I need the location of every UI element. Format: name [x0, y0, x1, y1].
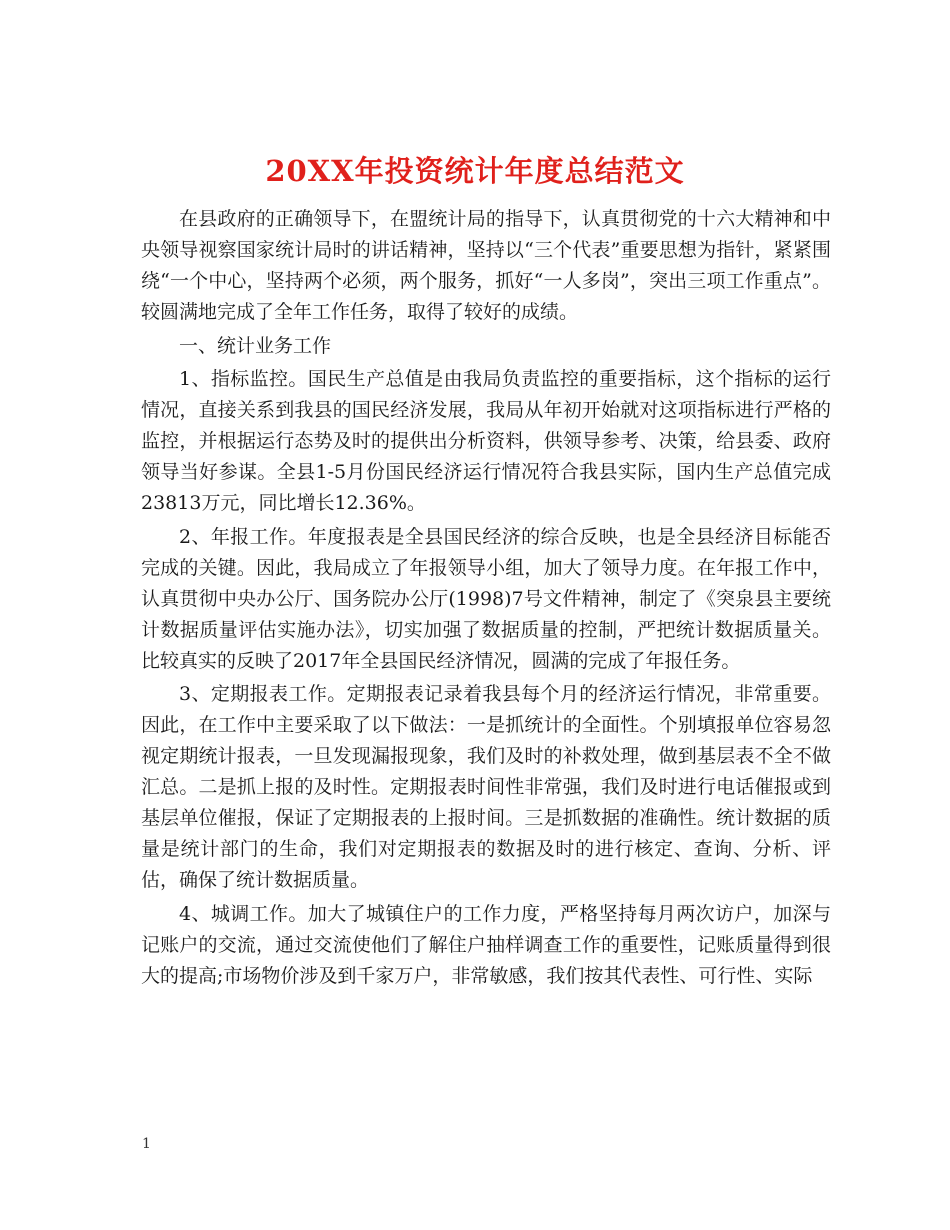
paragraph-intro: 在县政府的正确领导下，在盟统计局的指导下，认真贯彻党的十六大精神和中央领导视察国家统计局时的讲话精神，坚持以“三个代表”重要思想为指针，紧紧围绕“一个中心，坚持两个必须，两个服务，抓好“一人多岗”，突出三项工作重点”。较圆满地完成了全年工作任务，取得了较好的成绩。 [141, 208, 831, 323]
paragraph-annual-report: 2、年报工作。年度报表是全县国民经济的综合反映，也是全县经济目标能否完成的关键。因此，我局成立了年报领导小组，加大了领导力度。在年报工作中，认真贯彻中央办公厅、国务院办公厅(1998)7号文件精神，制定了《突泉县主要统计数据质量评估实施办法》，切实加强了数据质量的控制，严把统计数据质量关。比较真实的反映了2017年全县国民经济情况，圆满的完成了年报任务。 [141, 525, 831, 672]
document-body [141, 204, 831, 994]
paragraph-periodic-report: 3、定期报表工作。定期报表记录着我县每个月的经济运行情况，非常重要。因此，在工作中主要采取了以下做法：一是抓统计的全面性。个别填报单位容易忽视定期统计报表，一旦发现漏报现象，我们及时的补救处理，做到基层表不全不做汇总。二是抓上报的及时性。定期报表时间性非常强，我们及时进行电话催报或到基层单位催报，保证了定期报表的上报时间。三是抓数据的准确性。统计数据的质量是统计部门的生命，我们对定期报表的数据及时的进行核定、查询、分析、评估，确保了统计数据质量。 [141, 683, 831, 891]
section-heading: 一、统计业务工作 [179, 334, 332, 357]
paragraph-urban-survey: 4、城调工作。加大了城镇住户的工作力度，严格坚持每月两次访户，加深与记账户的交流，通过交流使他们了解住户抽样调查工作的重要性，记账质量得到很大的提高;市场物价涉及到千家万户，非常敏感，我们按其代表性、可行性、实际 [141, 902, 831, 987]
page-number: 1 [142, 1136, 151, 1152]
paragraph-indicator-monitoring: 1、指标监控。国民生产总值是由我局负责监控的重要指标，这个指标的运行情况，直接关系到我县的国民经济发展，我局从年初开始就对这项指标进行严格的监控，并根据运行态势及时的提供出分析资料，供领导参考、决策，给县委、政府领导当好参谋。全县1-5月份国民经济运行情况符合我县实际，国内生产总值完成23813万元，同比增长12.36%。 [141, 368, 831, 514]
document-title: 20XX年投资统计年度总结范文 [265, 154, 685, 189]
